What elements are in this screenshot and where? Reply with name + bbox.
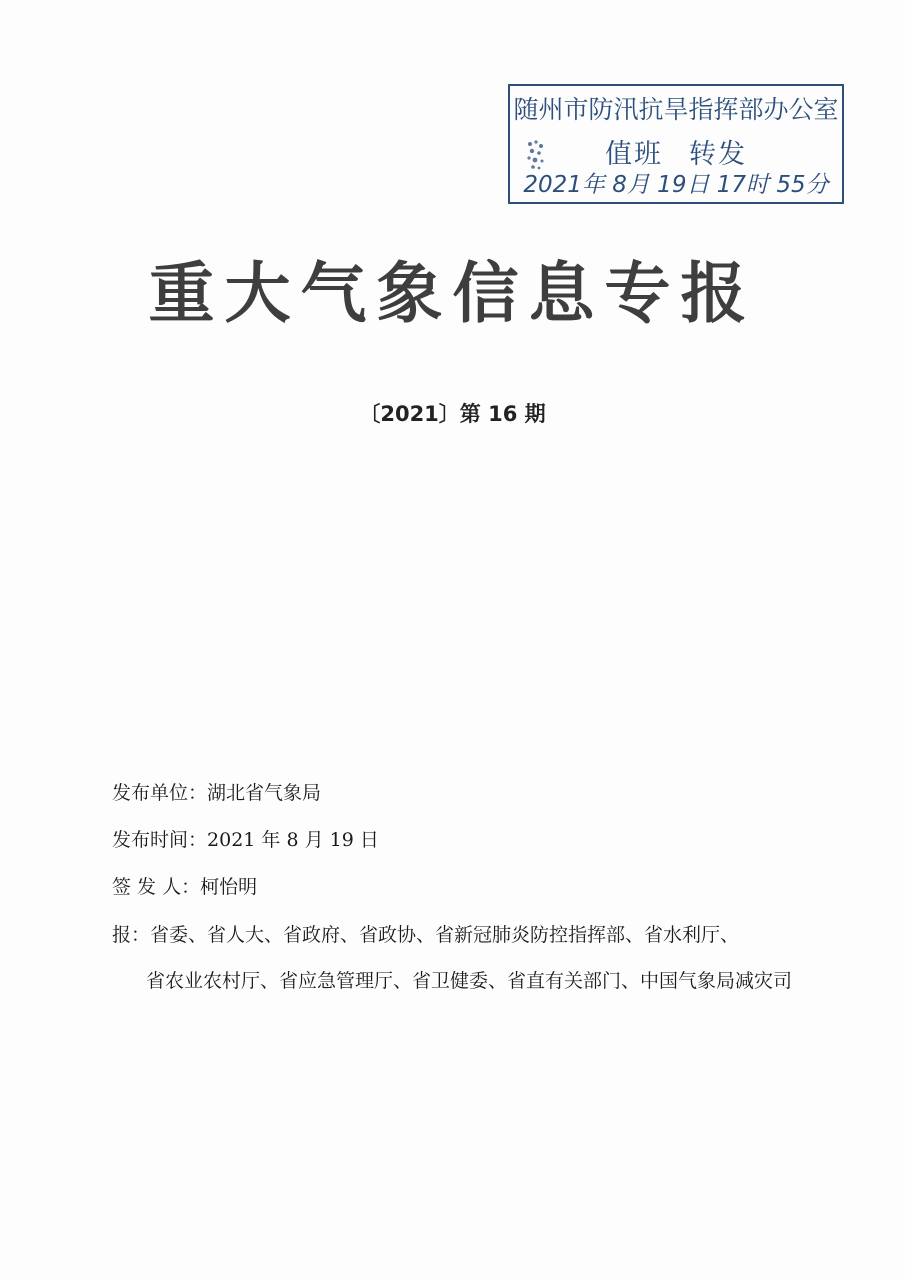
signer-line	[112, 872, 257, 899]
publisher-value: 湖北省气象局	[207, 782, 322, 804]
stamp-forward: 转发	[689, 139, 747, 170]
document-title: 重大气象信息专报	[148, 255, 757, 332]
stamp-office: 随州市防汛抗旱指挥部办公室	[513, 95, 839, 124]
recipients-value-2: 省农业农村厅、省应急管理厅、省卫健委、省直有关部门、中国气象局减灾司	[146, 970, 793, 992]
stamp-received-time: 2021年 8月 19日 17时 55分	[523, 172, 829, 198]
recipients-value-1: 省委、省人大、省政府、省政协、省新冠肺炎防控指挥部、省水利厅、	[150, 924, 740, 946]
report-label: 报：	[112, 924, 151, 946]
time-line	[112, 825, 379, 852]
publisher-label: 发布单位：	[112, 782, 208, 804]
time-value: 2021 年 8 月 19 日	[207, 829, 379, 851]
signer-label: 签 发 人：	[112, 876, 201, 898]
publisher-line	[112, 778, 321, 805]
stamp-duty: 值班	[605, 139, 663, 170]
time-label: 发布时间：	[112, 829, 208, 851]
issue-number: 〔2021〕第 16 期	[359, 402, 546, 426]
recipients-line-2	[146, 966, 792, 993]
signer-value: 柯怡明	[200, 876, 258, 898]
forwarding-stamp	[508, 84, 844, 204]
recipients-line-1	[112, 920, 739, 947]
